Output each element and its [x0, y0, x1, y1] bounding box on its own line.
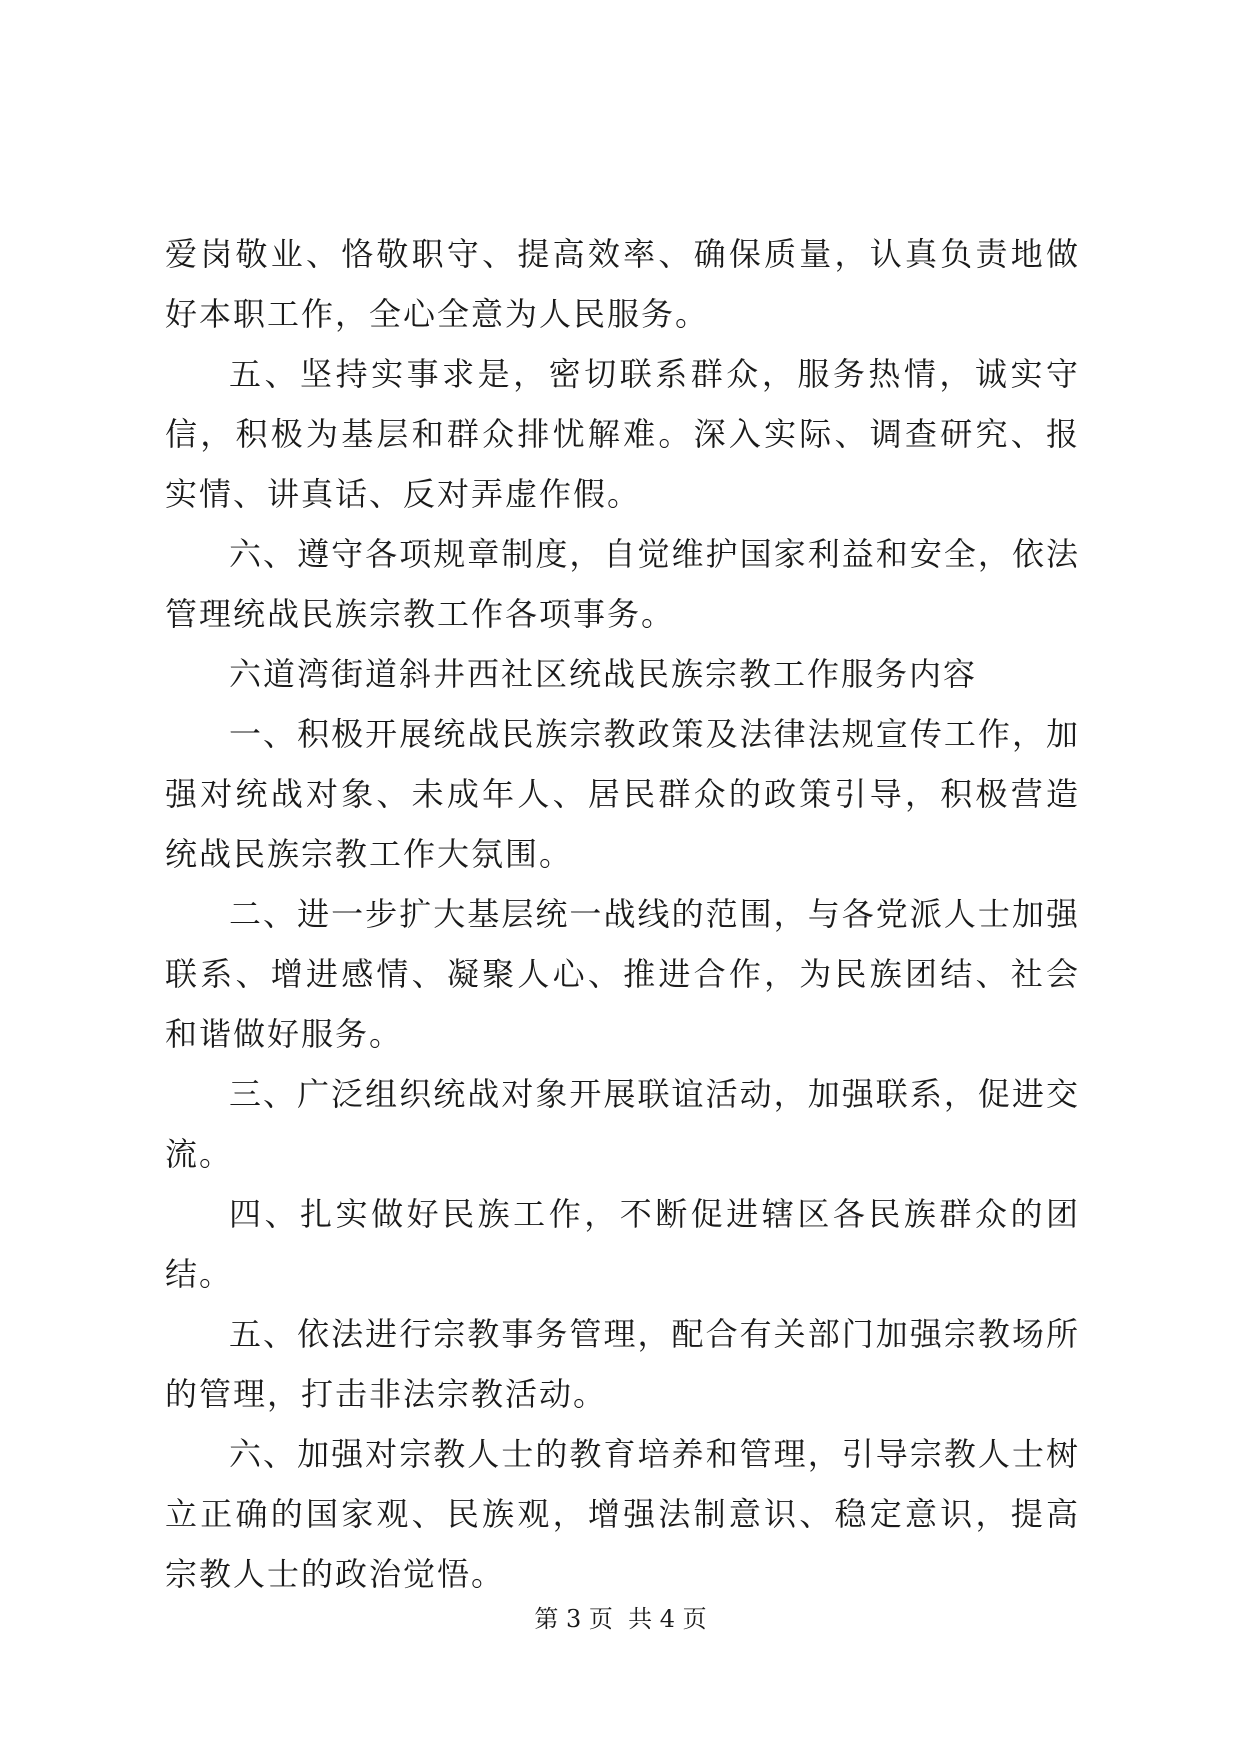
page-number-label: 第 3 页 共 4 页 — [534, 1605, 707, 1633]
paragraph-service-1: 一、积极开展统战民族宗教政策及法律法规宣传工作，加强对统战对象、未成年人、居民群众的政策引导，积极营造统战民族宗教工作大氛围。 — [165, 715, 1080, 873]
section-heading: 六道湾街道斜井西社区统战民族宗教工作服务内容 — [229, 655, 978, 693]
paragraph-service-6: 六、加强对宗教人士的教育培养和管理，引导宗教人士树立正确的国家观、民族观，增强法制意识、稳定意识，提高宗教人士的政治觉悟。 — [165, 1435, 1080, 1593]
paragraph-service-3: 三、广泛组织统战对象开展联谊活动，加强联系，促进交流。 — [165, 1075, 1080, 1173]
document-body — [165, 224, 1080, 1604]
paragraph-item-5: 五、坚持实事求是，密切联系群众，服务热情，诚实守信，积极为基层和群众排忧解难。深入实际、调查研究、报实情、讲真话、反对弄虚作假。 — [165, 355, 1080, 513]
paragraph-service-5: 五、依法进行宗教事务管理，配合有关部门加强宗教场所的管理，打击非法宗教活动。 — [165, 1315, 1080, 1413]
paragraph-service-4: 四、扎实做好民族工作，不断促进辖区各民族群众的团结。 — [165, 1195, 1080, 1293]
page-footer — [0, 1604, 1241, 1634]
paragraph-continuation: 爱岗敬业、恪敬职守、提高效率、确保质量，认真负责地做好本职工作，全心全意为人民服务。 — [165, 235, 1080, 333]
paragraph-item-6: 六、遵守各项规章制度，自觉维护国家利益和安全，依法管理统战民族宗教工作各项事务。 — [165, 535, 1080, 633]
paragraph-service-2: 二、进一步扩大基层统一战线的范围，与各党派人士加强联系、增进感情、凝聚人心、推进合作，为民族团结、社会和谐做好服务。 — [165, 895, 1080, 1053]
